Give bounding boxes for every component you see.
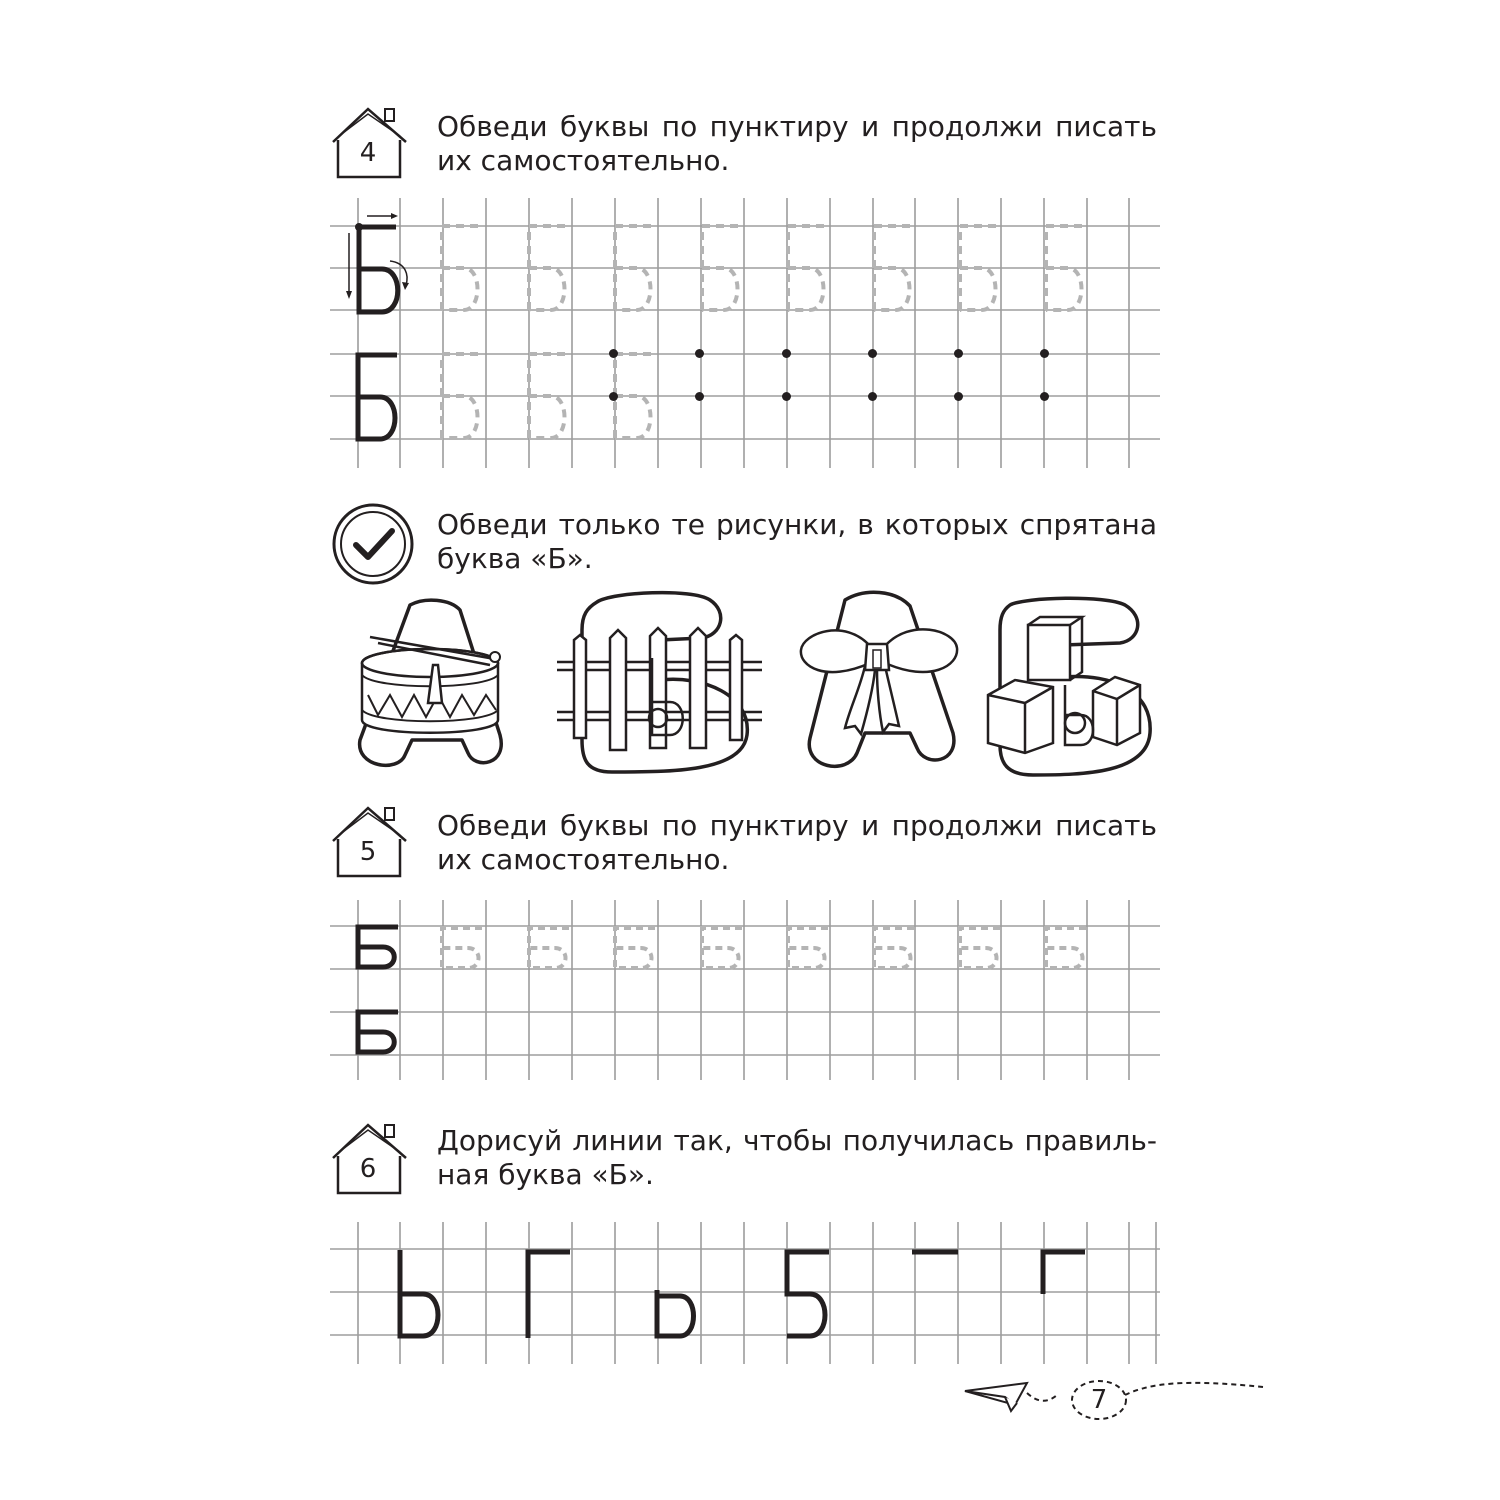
task-5-instruction [437,809,1157,877]
task-4-instruction [437,110,1157,178]
guide-dot [609,349,618,358]
letter-b-fence-picture[interactable] [552,590,767,780]
guide-dot [695,349,704,358]
incomplete-letter-5[interactable] [908,1248,960,1258]
task-number: 4 [359,138,377,168]
guide-dot [954,349,963,358]
dashed-letter-b[interactable] [786,224,830,312]
dashed-letter-b[interactable] [440,352,484,440]
guide-dot [782,392,791,401]
letter-b-cubes-picture[interactable] [985,595,1160,780]
dashed-letter-b[interactable] [440,926,484,970]
dashed-letter-b[interactable] [613,224,657,312]
dashed-letter-b[interactable] [613,926,657,970]
guide-dot [868,392,877,401]
task-6-instruction [437,1124,1157,1192]
dashed-letter-b[interactable] [1044,224,1088,312]
task-4-house-icon [330,104,410,184]
incomplete-letter-3[interactable] [652,1290,704,1340]
model-letter-b-small [353,924,401,970]
incomplete-letter-2[interactable] [523,1248,575,1340]
task-6-writing-grid [330,1222,1160,1364]
guide-dot [609,392,618,401]
guide-dot [782,349,791,358]
checkmark-icon [332,503,414,585]
dashed-letter-b[interactable] [440,224,484,312]
guide-dot [1040,349,1049,358]
guide-dot [1040,392,1049,401]
instruction-line-1: Обведи буквы по пунктиру и продолжи писать [437,110,1157,143]
instruction-line-2: буква «Б». [437,542,593,575]
dashed-letter-b[interactable] [786,926,830,970]
letter-a-bow-picture[interactable] [795,588,965,778]
dashed-letter-b[interactable] [872,926,916,970]
task-5-house-icon [330,803,410,883]
dashed-letter-b[interactable] [700,224,744,312]
dashed-letter-b[interactable] [613,352,657,440]
stroke-order-letter-b [340,205,420,315]
instruction-line-2: ная буква «Б». [437,1158,654,1191]
dashed-letter-b[interactable] [958,926,1002,970]
check-task-instruction [437,508,1157,576]
incomplete-letter-4[interactable] [782,1248,834,1340]
dashed-letter-b[interactable] [958,224,1002,312]
guide-dot [868,349,877,358]
dashed-letter-b[interactable] [1044,926,1088,970]
page-number: 7 [1090,1385,1108,1415]
dashed-letter-b[interactable] [527,926,571,970]
instruction-line-1: Дорисуй линии так, чтобы получилась правиль- [437,1124,1157,1157]
incomplete-letter-6[interactable] [1038,1248,1090,1298]
dashed-letter-b[interactable] [700,926,744,970]
guide-dot [954,392,963,401]
guide-dot [695,392,704,401]
instruction-line-1: Обведи буквы по пунктиру и продолжи писать [437,809,1157,842]
task-number: 6 [359,1154,377,1184]
letter-a-drum-picture[interactable] [350,595,510,775]
model-letter-b [352,352,402,442]
instruction-line-2: их самостоятельно. [437,843,730,876]
task-number: 5 [359,837,377,867]
model-letter-b-small [353,1009,401,1055]
dashed-letter-b[interactable] [872,224,916,312]
dashed-letter-b[interactable] [527,352,571,440]
instruction-line-1: Обведи только те рисунки, в которых спрятана [437,508,1157,541]
dashed-letter-b[interactable] [527,224,571,312]
instruction-line-2: их самостоятельно. [437,144,730,177]
task-6-house-icon [330,1120,410,1200]
incomplete-letter-1[interactable] [395,1248,447,1340]
